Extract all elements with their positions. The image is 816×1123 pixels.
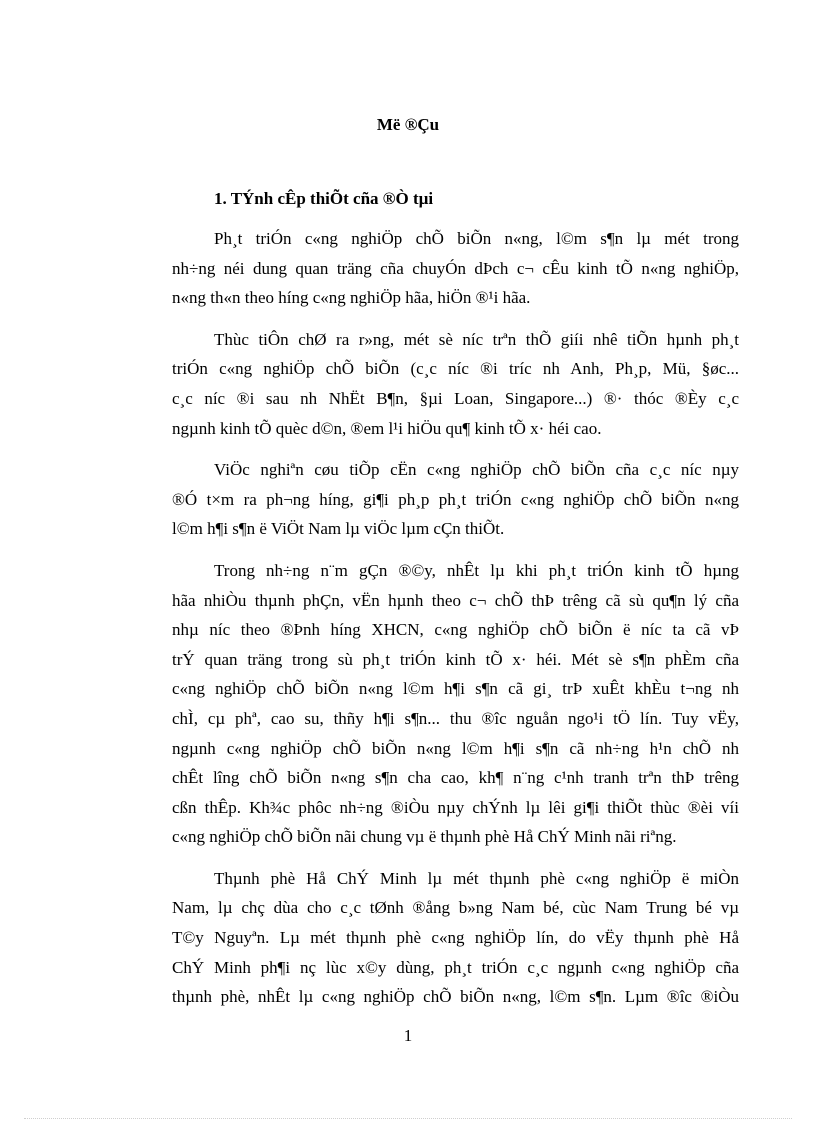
paragraph-line: thµnh phè, nhÊt lµ c«ng nghiÖp chÕ biÕn n«ng, l©m s¶n. Lµm ®îc ®iÒu [172,987,739,1007]
paragraph-line: ChÝ Minh ph¶i nç lùc x©y dùng, ph¸t triÓn c¸c ngµnh c«ng nghiÖp cña [172,957,739,977]
paragraph-line: Ph¸t triÓn c«ng nghiÖp chÕ biÕn n«ng, l©m s¶n lµ mét trong [214,229,739,248]
page-number: 1 [403,1026,413,1045]
paragraph-line: chÊt lîng chÕ biÕn n«ng s¶n cha cao, kh¶ n¨ng c¹nh tranh trªn thÞ trêng [172,768,739,788]
paragraph-line: ngµnh c«ng nghiÖp chÕ biÕn n«ng l©m h¶i s¶n cã nh÷ng h¹n chÕ nh [172,738,739,758]
paragraph-line: Trong nh÷ng n¨m gÇn ®©y, nhÊt lµ khi ph¸t triÓn kinh tÕ hµng [214,560,739,580]
paragraph-line: chÌ, cµ phª, cao su, thñy h¶i s¶n... thu ®îc nguån ngo¹i tÖ lín. Tuy vËy, [172,708,739,728]
paragraph-4 [172,556,739,852]
page-bottom-divider [24,1118,792,1119]
paragraph-line: n«ng th«n theo híng c«ng nghiÖp hãa, hiÖn ®¹i hãa. [172,288,531,308]
paragraph-5 [172,864,739,1012]
paragraph-3 [172,455,739,544]
paragraph-line: ngµnh kinh tÕ quèc d©n, ®em l¹i hiÖu qu¶ kinh tÕ x· héi cao. [172,418,602,438]
paragraph-line: ®Ó t×m ra ph¬ng híng, gi¶i ph¸p ph¸t triÓn c«ng nghiÖp chÕ biÕn n«ng [172,489,739,509]
paragraph-line: trÝ quan träng trong sù ph¸t triÓn kinh tÕ x· héi. Mét sè s¶n phÈm cña [172,649,739,669]
paragraph-line: ViÖc nghiªn cøu tiÕp cËn c«ng nghiÖp chÕ biÕn cña c¸c níc nµy [214,460,739,480]
paragraph-line: c¸c níc ®i sau nh NhËt B¶n, §µi Loan, Singapore...) ®· thóc ®Èy c¸c [172,388,739,408]
paragraph-line: Nam, lµ chç dùa cho c¸c tØnh ®ång b»ng Nam bé, cùc Nam Trung bé vµ [172,898,739,918]
document-title: Më ®Çu [376,115,440,134]
section-heading: 1. TÝnh cÊp thiÕt cña ®Ò tµi [214,189,434,208]
paragraph-line: Thµnh phè Hå ChÝ Minh lµ mét thµnh phè c«ng nghiÖp ë miÒn [214,868,739,888]
paragraph-line: Thùc tiÔn chØ ra r»ng, mét sè níc trªn thÕ giíi nhê tiÕn hµnh ph¸t [214,329,739,349]
body-text [172,224,739,1024]
paragraph-line: T©y Nguyªn. Lµ mét thµnh phè c«ng nghiÖp lín, do vËy thµnh phè Hå [172,928,739,948]
paragraph-2 [172,325,739,443]
paragraph-line: triÓn c«ng nghiÖp chÕ biÕn (c¸c níc ®i tríc nh Anh, Ph¸p, Mü, §øc... [172,359,739,379]
paragraph-line: nh÷ng néi dung quan träng cña chuyÓn dÞch c¬ cÊu kinh tÕ n«ng nghiÖp, [172,258,739,278]
paragraph-line: c«ng nghiÖp chÕ biÕn nãi chung vµ ë thµnh phè Hå ChÝ Minh nãi riªng. [172,827,677,847]
paragraph-line: hãa nhiÒu thµnh phÇn, vËn hµnh theo c¬ chÕ thÞ trêng cã sù qu¶n lý cña [172,590,739,610]
paragraph-line: c«ng nghiÖp chÕ biÕn n«ng l©m h¶i s¶n cã gi¸ trÞ xuÊt khÈu t¬ng nh [172,679,739,699]
paragraph-line: l©m h¶i s¶n ë ViÖt Nam lµ viÖc lµm cÇn thiÕt. [172,519,505,539]
paragraph-line: nhµ níc theo ®Þnh híng XHCN, c«ng nghiÖp chÕ biÕn ë níc ta cã vÞ [172,620,739,640]
paragraph-line: cßn thÊp. Kh¾c phôc nh÷ng ®iÒu nµy chÝnh lµ lêi gi¶i thiÕt thùc ®èi víi [172,797,739,817]
paragraph-1 [172,224,739,313]
